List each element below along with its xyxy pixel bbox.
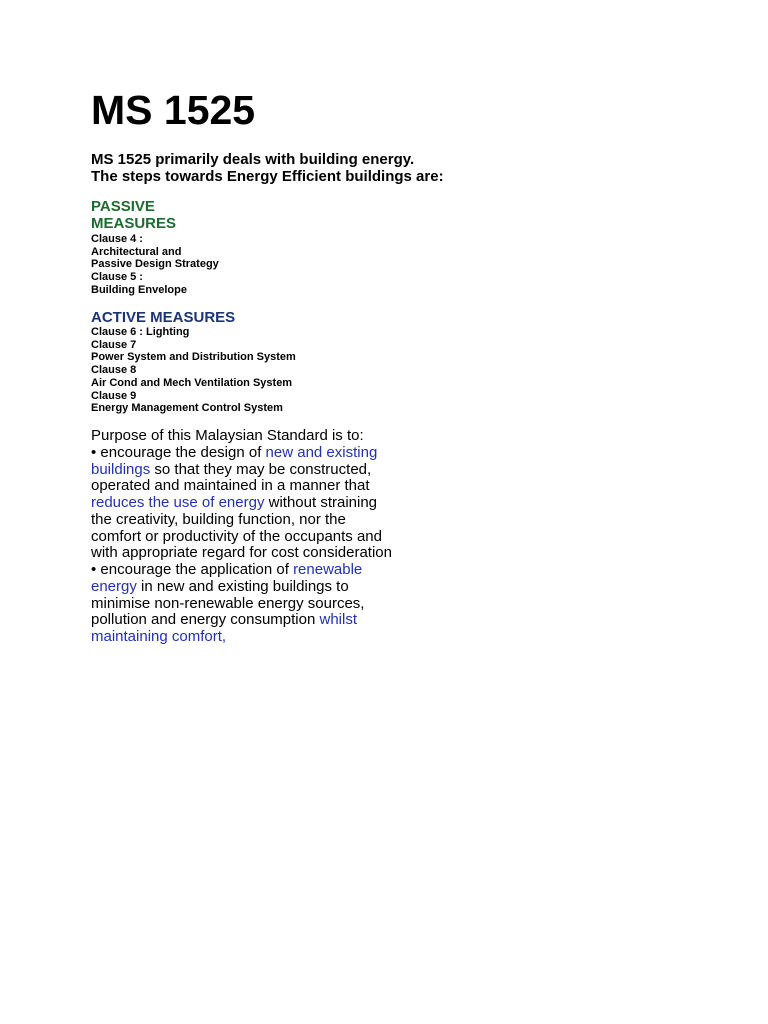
purpose-text: • encourage the application of [91,561,294,578]
passive-measures-heading [91,198,176,232]
purpose-line [91,562,411,579]
purpose-line [91,462,411,479]
passive-heading-line: PASSIVE [91,198,155,215]
purpose-line: comfort or productivity of the occupants and [91,527,382,545]
purpose-line: with appropriate regard for cost consideration [91,544,392,562]
purpose-line: maintaining comfort, [91,628,227,645]
purpose-text: so that they may be constructed, [150,460,372,478]
intro-paragraph [91,151,444,185]
clause-line: Passive Design Strategy [91,258,219,271]
intro-line: MS 1525 primarily deals with building energy. [91,151,415,168]
passive-heading-line: MEASURES [91,215,177,232]
highlighted-phrase: whilst [319,611,358,629]
intro-line: The steps towards Energy Efficient buildings are: [91,168,444,185]
purpose-line: operated and maintained in a manner that [91,477,370,495]
clause-line: Architectural and [91,245,182,258]
clause-line: Clause 7 [91,338,137,351]
clause-line: Clause 5 : [91,271,143,284]
purpose-text: without straining [264,494,378,511]
active-measures-heading: ACTIVE MEASURES [91,309,236,326]
clause-line: Building Envelope [91,283,187,296]
highlighted-phrase: new and existing [265,443,378,461]
highlighted-phrase: reduces the use of energy [91,494,265,511]
clause-line: Clause 8 [91,364,137,377]
purpose-paragraph [91,428,411,646]
clause-line: Power System and Distribution System [91,351,296,364]
clause-line: Air Cond and Mech Ventilation System [91,376,293,389]
clause-line: Energy Management Control System [91,402,283,415]
purpose-line [91,612,411,629]
purpose-line: the creativity, building function, nor the [91,510,346,528]
highlighted-phrase: energy [91,577,137,595]
page-title: MS 1525 [91,87,256,133]
clause-line: Clause 4 : [91,233,143,245]
purpose-line [91,445,411,462]
purpose-text: pollution and energy consumption [91,611,320,629]
purpose-text: in new and existing buildings to [136,577,349,595]
clause-line: Clause 9 [91,389,137,402]
highlighted-phrase: buildings [91,460,151,478]
active-clauses-list [91,326,296,415]
purpose-line: Purpose of this Malaysian Standard is to: [91,427,364,444]
purpose-text: • encourage the design of [91,443,266,461]
purpose-line: minimise non-renewable energy sources, [91,594,365,612]
purpose-line [91,579,411,596]
passive-clauses-list [91,233,219,297]
clause-line: Clause 6 : Lighting [91,326,190,338]
purpose-line [91,495,411,512]
highlighted-phrase: renewable [293,561,363,578]
